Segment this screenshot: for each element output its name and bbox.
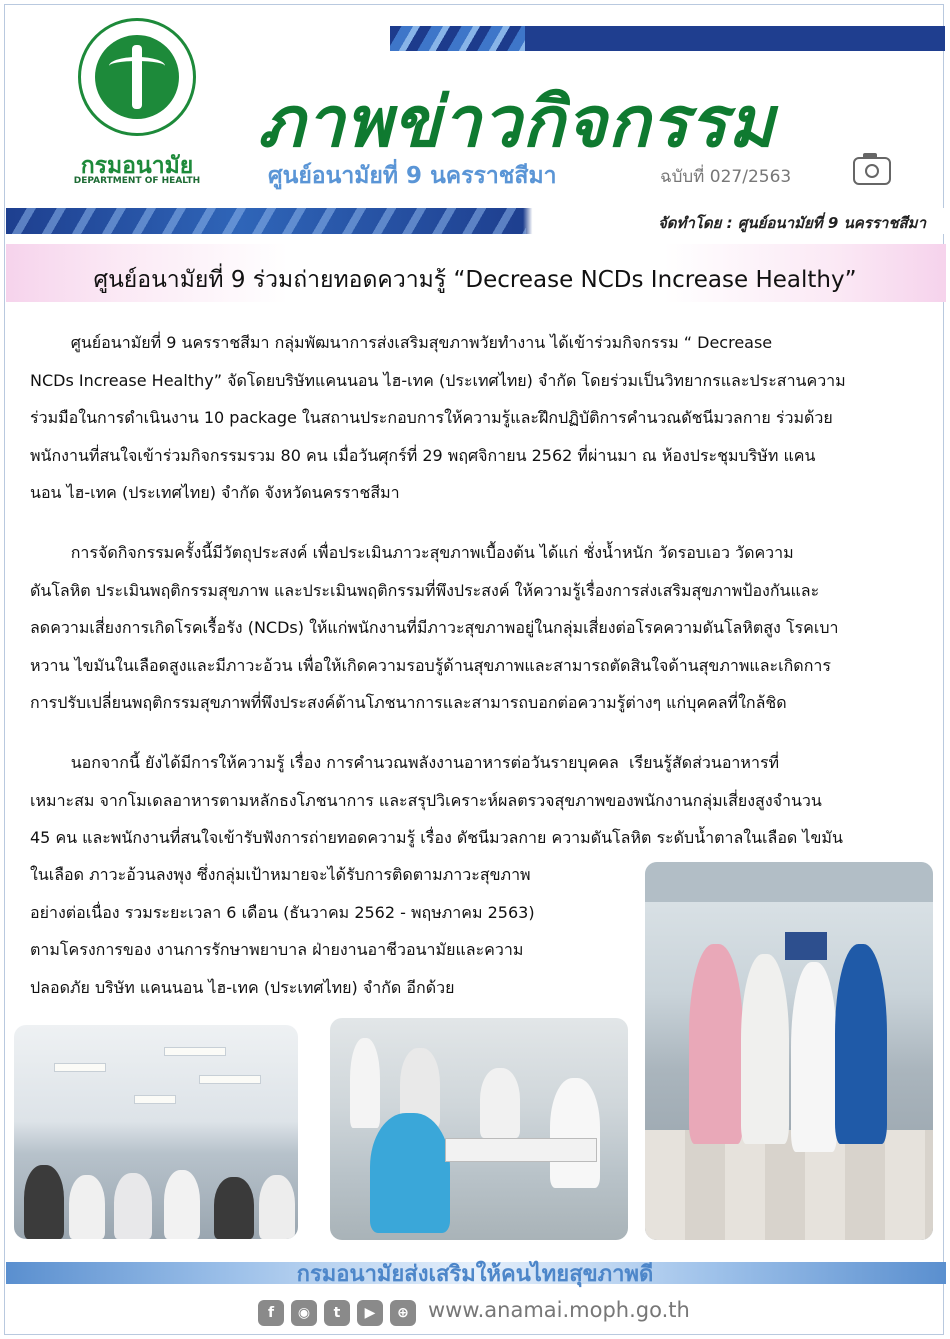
- text-line: 45 คน และพนักงานที่สนใจเข้ารับฟังการถ่ายทอดความรู้ เรื่อง ดัชนีมวลกาย ความดันโลหิต ระดับน้ำตาลในเลือด ไขมัน: [30, 828, 843, 847]
- text-line: อย่างต่อเนื่อง รวมระยะเวลา 6 เดือน (ธันวาคม 2562 - พฤษภาคม 2563): [30, 902, 535, 922]
- article-title: ศูนย์อนามัยที่ 9 ร่วมถ่ายทอดความรู้ “Decrease NCDs Increase Healthy”: [93, 267, 857, 293]
- text-line: ลดความเสี่ยงการเกิดโรคเรื้อรัง (NCDs) ให้แก่พนักงานที่มีภาวะสุขภาพอยู่ในกลุ่มเสี่ยงต่อโรคความดันโลหิตสูง โรคเบา: [30, 618, 839, 637]
- text-line: NCDs Increase Healthy” จัดโดยบริษัทแคนนอน ไฮ-เทค (ประเทศไทย) จำกัด โดยร่วมเป็นวิทยากรและประสานความ: [30, 370, 846, 390]
- text-line: การปรับเปลี่ยนพฤติกรรมสุขภาพที่พึงประสงค์ด้านโภชนาการและสามารถบอกต่อความรู้ต่างๆ แก่บุคคลที่ใกล้ชิด: [30, 693, 787, 712]
- text-line: ร่วมมือในการดำเนินงาน 10 package ในสถานประกอบการให้ความรู้และฝึกปฏิบัติการคำนวณดัชนีมวลกาย ร่วมด้วย: [30, 408, 833, 427]
- text-line: ตามโครงการของ งานการรักษาพยาบาล ฝ่ายงานอาชีวอนามัยและความ: [30, 940, 524, 959]
- text-line: ในเลือด ภาวะอ้วนลงพุง ซึ่งกลุ่มเป้าหมายจะได้รับการติดตามภาวะสุขภาพ: [30, 865, 531, 884]
- text-line: การจัดกิจกรรมครั้งนี้มีวัตถุประสงค์ เพื่อประเมินภาวะสุขภาพเบื้องต้น ได้แก่ ชั่งน้ำหนัก วัดรอบเอว วัดความ: [30, 543, 794, 562]
- paragraph-3: [30, 744, 928, 857]
- website-icon[interactable]: ⊕: [390, 1300, 416, 1326]
- ministry-seal-logo: [78, 18, 196, 136]
- issue-number: ฉบับที่ 027/2563: [660, 167, 792, 187]
- youtube-icon[interactable]: ▶: [357, 1300, 383, 1326]
- paragraph-2: [30, 534, 928, 722]
- line-icon[interactable]: ◉: [291, 1300, 317, 1326]
- photo-health-check: [330, 1018, 628, 1240]
- paragraph-1: [30, 324, 928, 512]
- twitter-icon[interactable]: t: [324, 1300, 350, 1326]
- paragraph-3-continued: [30, 856, 620, 1006]
- text-line: นอกจากนี้ ยังได้มีการให้ความรู้ เรื่อง การคำนวณพลังงานอาหารต่อวันรายบุคคล เรียนรู้สัดส่วนอาหารที่: [30, 753, 780, 772]
- newsletter-headline: ภาพข่าวกิจกรรม: [258, 81, 776, 163]
- photo-group-staff: [645, 862, 933, 1240]
- department-name-english: DEPARTMENT OF HEALTH: [73, 176, 201, 186]
- website-url[interactable]: www.anamai.moph.go.th: [428, 1298, 690, 1322]
- text-line: ปลอดภัย บริษัท แคนนอน ไฮ-เทค (ประเทศไทย) จำกัด อีกด้วย: [30, 977, 455, 997]
- text-line: พนักงานที่สนใจเข้าร่วมกิจกรรมรวม 80 คน เมื่อวันศุกร์ที่ 29 พฤศจิกายน 2562 ที่ผ่านมา ณ ห้องประชุมบริษัท แคน: [30, 445, 816, 465]
- text-line: ดันโลหิต ประเมินพฤติกรรมสุขภาพ และประเมินพฤติกรรมที่พึงประสงค์ ให้ความรู้เรื่องการส่งเสริมสุขภาพป้องกันและ: [30, 580, 820, 600]
- text-line: เหมาะสม จากโมเดลอาหารตามหลักธงโภชนาการ และสรุปวิเคราะห์ผลตรวจสุขภาพของพนักงานกลุ่มเสี่ยงสูงจำนวน: [30, 790, 822, 810]
- department-name-thai: กรมอนามัย: [80, 153, 194, 179]
- footer-slogan: กรมอนามัยส่งเสริมให้คนไทยสุขภาพดี: [296, 1262, 654, 1287]
- center-name: ศูนย์อนามัยที่ 9 นครราชสีมา: [268, 163, 557, 189]
- header-stripe: [390, 26, 945, 51]
- text-line: นอน ไฮ-เทค (ประเทศไทย) จำกัด จังหวัดนครราชสีมา: [30, 483, 400, 502]
- camera-icon: [853, 157, 891, 185]
- text-line: ศูนย์อนามัยที่ 9 นครราชสีมา กลุ่มพัฒนาการส่งเสริมสุขภาพวัยทำงาน ได้เข้าร่วมกิจกรรม “ Decrease: [30, 333, 773, 352]
- facebook-icon[interactable]: f: [258, 1300, 284, 1326]
- text-line: หวาน ไขมันในเลือดสูงและมีภาวะอ้วน เพื่อให้เกิดความรอบรู้ด้านสุขภาพและสามารถตัดสินใจด้านสุขภาพและเกิดการ: [30, 655, 831, 675]
- organizer-credit: จัดทำโดย : ศูนย์อนามัยที่ 9 นครราชสีมา: [657, 214, 926, 232]
- photo-meeting-room: [14, 1025, 298, 1239]
